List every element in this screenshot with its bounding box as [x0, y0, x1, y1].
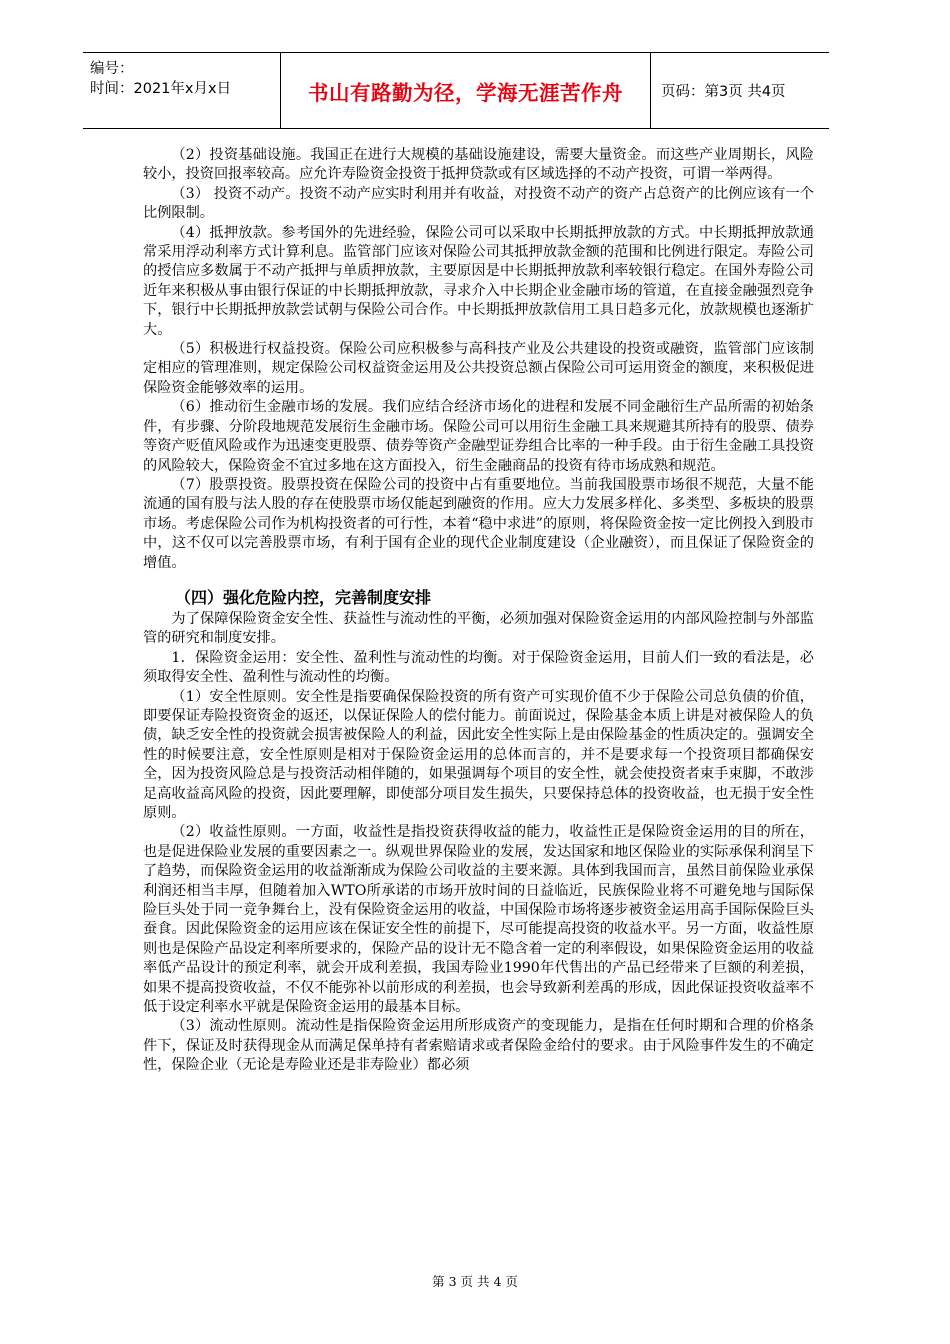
document-body: [143, 146, 814, 1076]
header-page-info: 页码：第3页 共4页: [661, 84, 786, 100]
number-label: 编号：: [90, 61, 134, 77]
paragraph: （3）流动性原则。流动性是指保险资金运用所形成资产的变现能力，是指在任何时期和合理的价格条件下，保证及时获得现金从而满足保单持有者索赔请求或者保险金给付的要求。由于风险事件发生的不确定性，保险企业（无论是寿险业还是非寿险业）都必须: [143, 1018, 814, 1074]
page-footer: 第 3 页 共 4 页: [432, 1274, 518, 1289]
page-header: [83, 52, 829, 129]
paragraph: （3） 投资不动产。投资不动产应实时利用并有收益，对投资不动产的资产占总资产的比例应该有一个比例限制。: [143, 185, 814, 222]
paragraph: 为了保障保险资金安全性、获益性与流动性的平衡，必须加强对保险资金运用的内部风险控制与外部监管的研究和制度安排。: [143, 610, 814, 647]
section-heading: （四）强化危险内控，完善制度安排: [175, 587, 432, 607]
paragraph: （5）积极进行权益投资。保险公司应积极参与高科技产业及公共建设的投资或融资，监管部门应该制定相应的管理准则，规定保险公司权益资金运用及公共投资总额占保险公司可运用资金的额度，来积极促进保险资金能够效率的运用。: [143, 341, 814, 396]
header-meta: [83, 53, 281, 128]
time-label: 时间：2021年x月x日: [90, 81, 232, 97]
paragraph: （2）投资基础设施。我国正在进行大规模的基础设施建设，需要大量资金。而这些产业周期长，风险较小，投资回报率较高。应允许寿险资金投资于抵押贷款或有区域选择的不动产投资，可谓一举两得。: [143, 147, 814, 183]
header-motto: 书山有路勤为径，学海无涯苦作舟: [281, 53, 651, 128]
paragraph: （1）安全性原则。安全性是指要确保保险投资的所有资产可实现价值不少于保险公司总负债的价值，即要保证寿险投资资金的返还，以保证保险人的偿付能力。前面说过，保险基金本质上讲是对被保险人的负债，缺乏安全性的投资就会损害被保险人的利益，因此安全性实际上是由保险基金的性质决定的。强调安全性的时候要注意，安全性原则是相对于保险资金运用的总体而言的，并不是要求每一个投资项目都确保安全，因为投资风险总是与投资活动相伴随的，如果强调每个项目的安全性，就会使投资者束手束脚，不敢涉足高收益高风险的投资，因此要理解，即使部分项目发生损失，只要保持总体的投资收益，也无损于安全性原则。: [143, 688, 814, 821]
paragraph: （6）推动衍生金融市场的发展。我们应结合经济市场化的进程和发展不同金融衍生产品所需的初始条件，有步骤、分阶段地规范发展衍生金融市场。保险公司可以用衍生金融工具来规避其所持有的股票、债券等资产贬值风险或作为迅速变更股票、债券等资产金融型证券组合比率的一种手段。由于衍生金融工具投资的风险较大，保险资金不宜过多地在这方面投入，衍生金融商品的投资有待市场成熟和规范。: [143, 399, 814, 474]
paragraph: 1．保险资金运用：安全性、盈利性与流动性的均衡。对于保险资金运用，目前人们一致的看法是，必须取得安全性、盈利性与流动性的均衡。: [143, 649, 814, 686]
paragraph: （2）收益性原则。一方面，收益性是指投资获得收益的能力，收益性正是保险资金运用的目的所在，也是促进保险业发展的重要因素之一。纵观世界保险业的发展，发达国家和地区保险业的实际承保利润呈下了趋势，而保险资金运用的收益渐渐成为保险公司收益的主要来源。具体到我国而言，虽然目前保险业承保利润还相当丰厚，但随着加入WTO所承诺的市场开放时间的日益临近，民族保险业将不可避免地与国际保险巨头处于同一竞争舞台上，没有保险资金运用的收益，中国保险市场将逐步被资金运用高手国际保险巨头蚕食。因此保险资金的运用应该在保证安全性的前提下，尽可能提高投资的收益水平。另一方面，收益性原则也是保险产品设定利率所要求的，保险产品的设计无不隐含着一定的利率假设，如果保险资金运用的收益率低产品设计的预定利率，就会开成利差损，我国寿险业1990年代售出的产品已经带来了巨额的利差损，如果不提高投资收益，不仅不能弥补以前形成的利差损，也会导致新利差禹的形成，因此保证投资收益率不低于设定利率水平就是保险资金运用的最基本目标。: [143, 824, 814, 1016]
paragraph: （4）抵押放款。参考国外的先进经验，保险公司可以采取中长期抵押放款的方式。中长期抵押放款通常采用浮动利率方式计算利息。监管部门应该对保险公司其抵押放款金额的范围和比例进行限定。寿险公司的授信应多数属于不动产抵押与单质押放款，主要原因是中长期抵押放款利率较银行稳定。在国外寿险公司近年来积极从事由银行保证的中长期抵押放款，寻求介入中长期企业金融市场的管道，在直接金融强烈竞争下，银行中长期抵押放款尝试朝与保险公司合作。中长期抵押放款信用工具日趋多元化，放款规模也逐渐扩大。: [143, 224, 814, 338]
paragraph: （7）股票投资。股票投资在保险公司的投资中占有重要地位。当前我国股票市场很不规范，大量不能流通的国有股与法人股的存在使股票市场仅能起到融资的作用。应大力发展多样化、多类型、多板块的股票市场。考虑保险公司作为机构投资者的可行性，本着“稳中求进”的原则，将保险资金按一定比例投入到股市中，这不仅可以完善股票市场，有利于国有企业的现代企业制度建设（企业融资），而且保证了保险资金的增值。: [143, 476, 814, 571]
